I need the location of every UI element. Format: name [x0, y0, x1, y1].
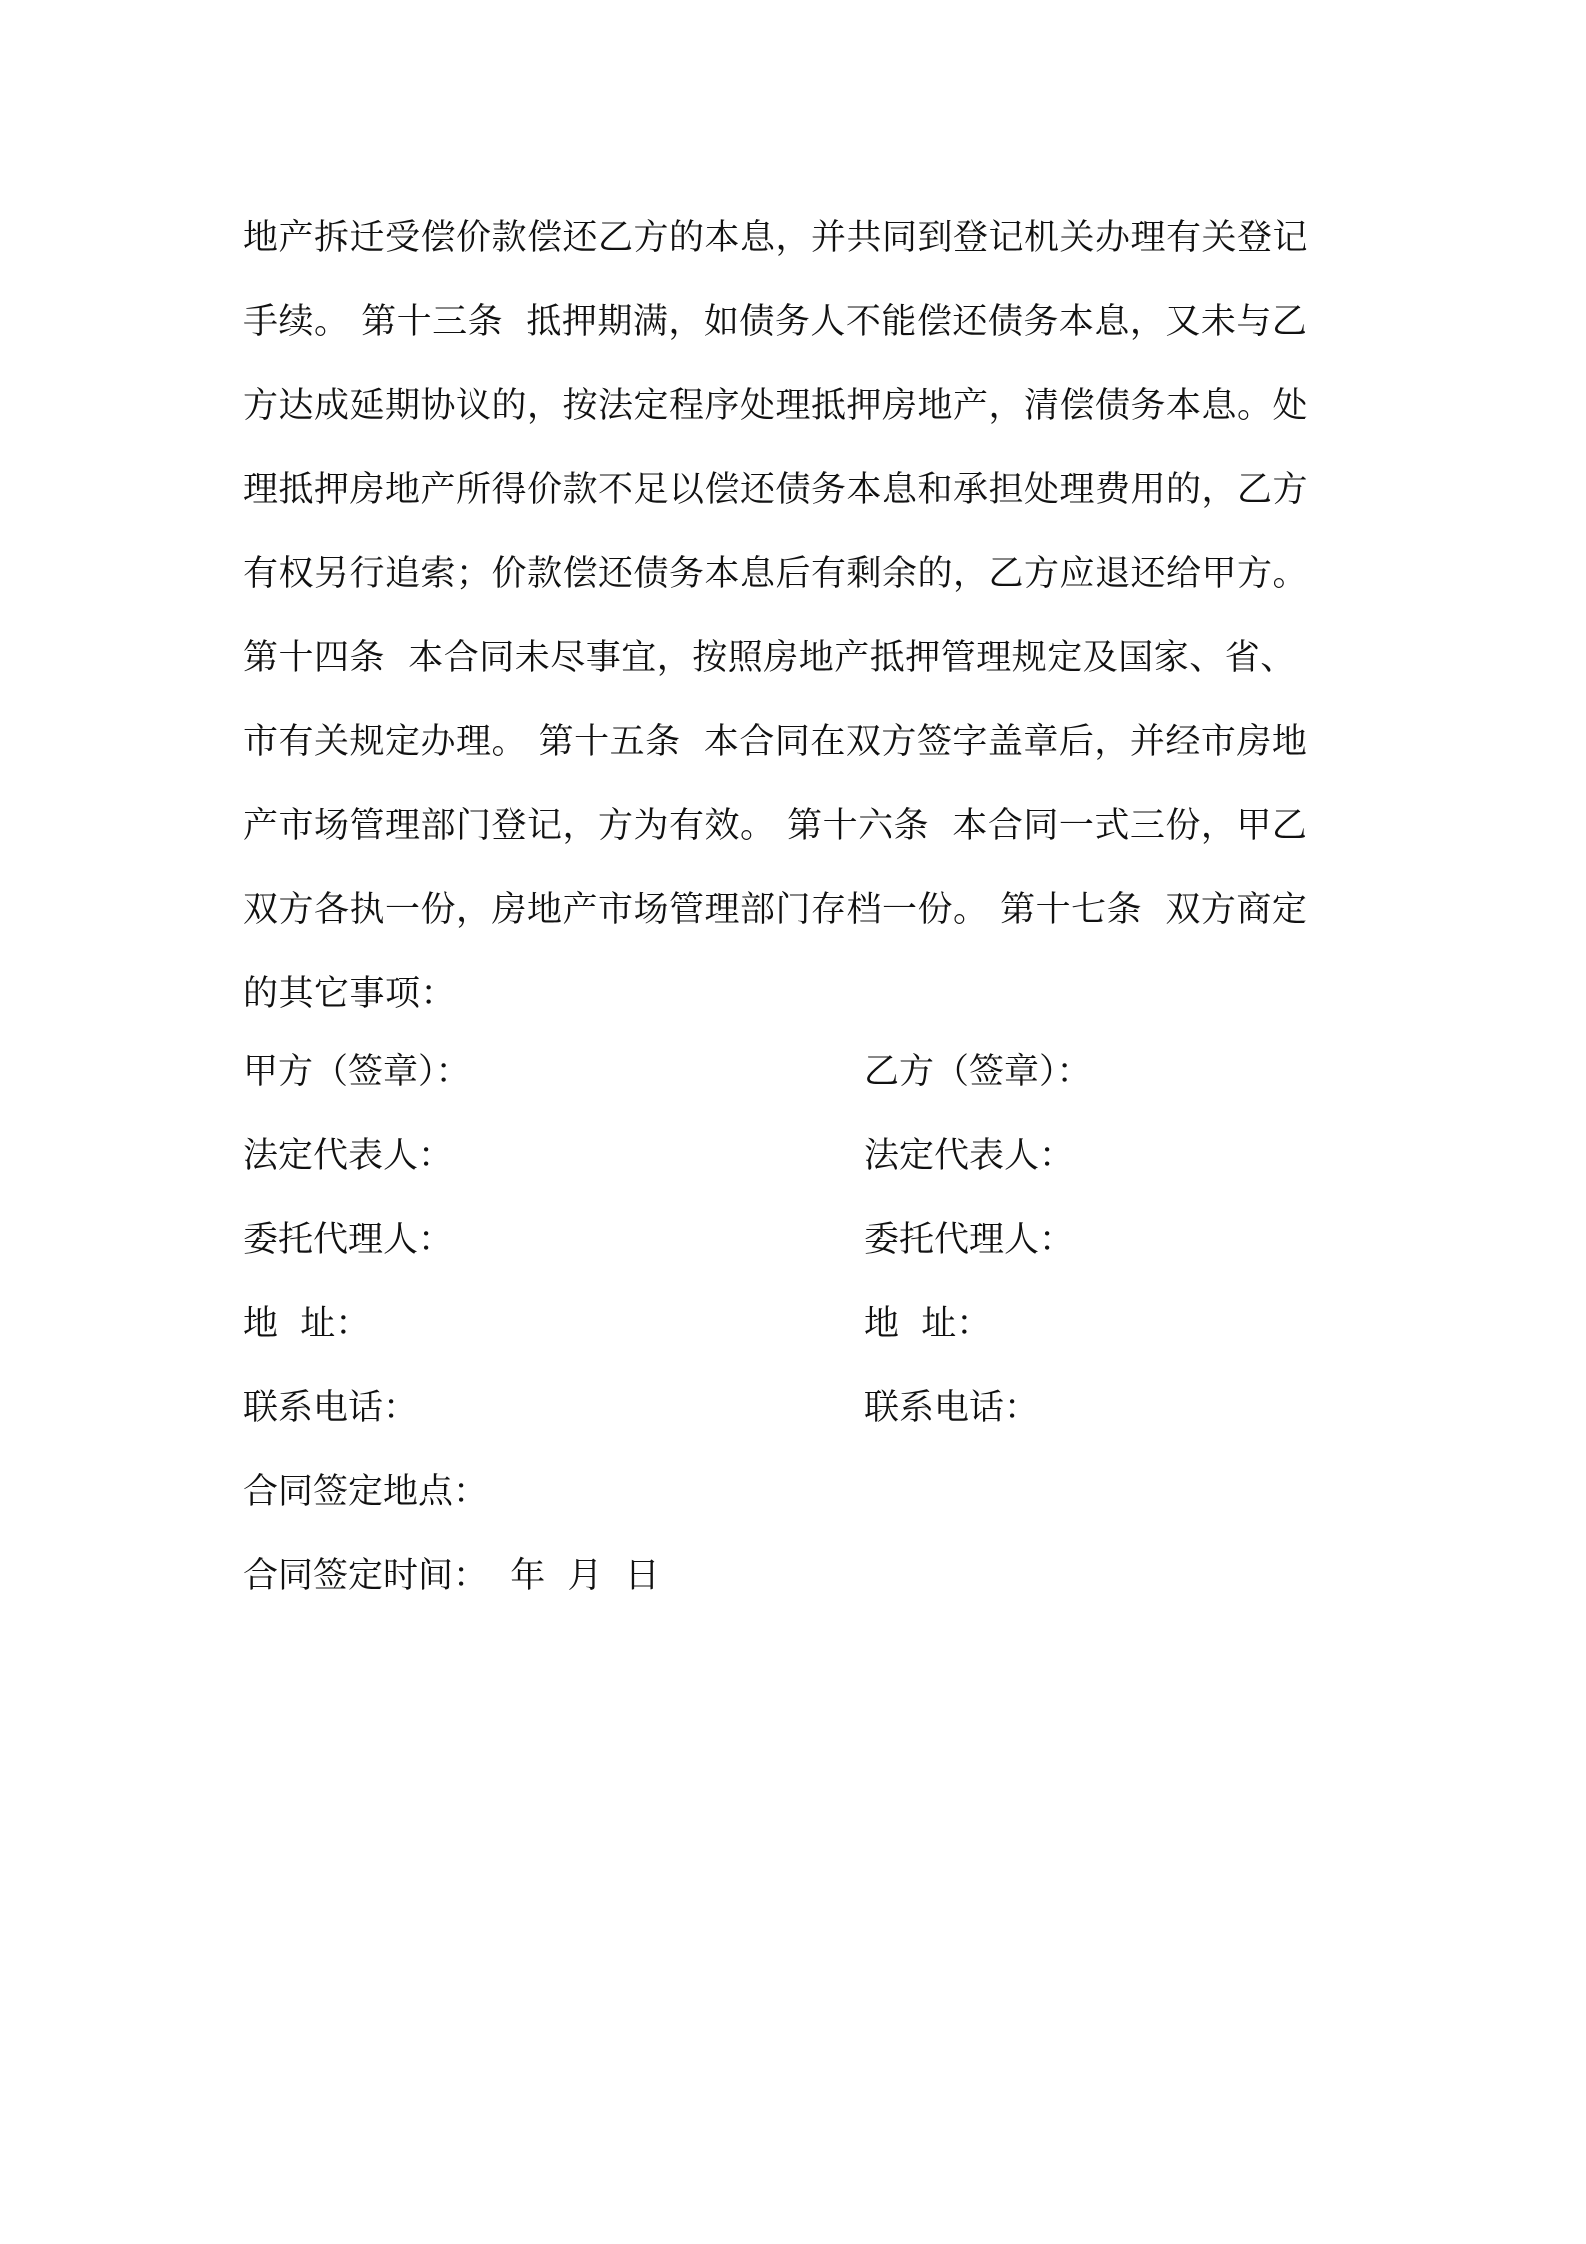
signature-block — [243, 1030, 1363, 1618]
signing-place-row — [243, 1450, 1363, 1534]
party-b-sign-label: 乙方（签章）： — [864, 1052, 1092, 1092]
signature-row-agent — [243, 1198, 1363, 1282]
party-b-legal-rep-label: 法定代表人： — [864, 1136, 1075, 1176]
body-line-3: 方达成延期协议的，按法定程序处理抵押房地产，清偿债务本息。处 — [243, 386, 1309, 426]
signature-row-phone — [243, 1366, 1363, 1450]
party-b-phone-label: 联系电话： — [864, 1388, 1040, 1428]
body-line-8: 产市场管理部门登记，方为有效。 第十六条 本合同一式三份，甲乙 — [243, 806, 1308, 846]
party-b-agent-label: 委托代理人： — [864, 1220, 1075, 1260]
body-line-1: 地产拆迁受偿价款偿还乙方的本息，并共同到登记机关办理有关登记 — [243, 218, 1309, 258]
contract-body-text — [243, 196, 1363, 1036]
body-line-4: 理抵押房地产所得价款不足以偿还债务本息和承担处理费用的，乙方 — [243, 470, 1309, 510]
body-line-9: 双方各执一份，房地产市场管理部门存档一份。 第十七条 双方商定 — [243, 890, 1308, 930]
body-line-10: 的其它事项： — [243, 974, 457, 1014]
party-a-legal-rep-label: 法定代表人： — [243, 1136, 454, 1176]
party-a-agent-label: 委托代理人： — [243, 1220, 454, 1260]
signing-date-row — [243, 1534, 1363, 1618]
signature-row-legal-rep — [243, 1114, 1363, 1198]
party-a-sign-label: 甲方（签章）： — [243, 1052, 471, 1092]
body-line-7: 市有关规定办理。 第十五条 本合同在双方签字盖章后，并经市房地 — [243, 722, 1308, 762]
body-line-2: 手续。 第十三条 抵押期满，如债务人不能偿还债务本息，又未与乙 — [243, 302, 1308, 342]
signing-place-label: 合同签定地点： — [243, 1472, 489, 1512]
body-line-5: 有权另行追索；价款偿还债务本息后有剩余的，乙方应退还给甲方。 — [243, 554, 1309, 594]
body-line-6: 第十四条 本合同未尽事宜，按照房地产抵押管理规定及国家、省、 — [243, 638, 1296, 678]
party-b-address-label: 地 址： — [864, 1304, 992, 1344]
signature-row-seal — [243, 1030, 1363, 1114]
party-a-phone-label: 联系电话： — [243, 1388, 419, 1428]
signature-row-address — [243, 1282, 1363, 1366]
signing-date-label: 合同签定时间： 年 月 日 — [243, 1556, 660, 1596]
party-a-address-label: 地 址： — [243, 1304, 371, 1344]
